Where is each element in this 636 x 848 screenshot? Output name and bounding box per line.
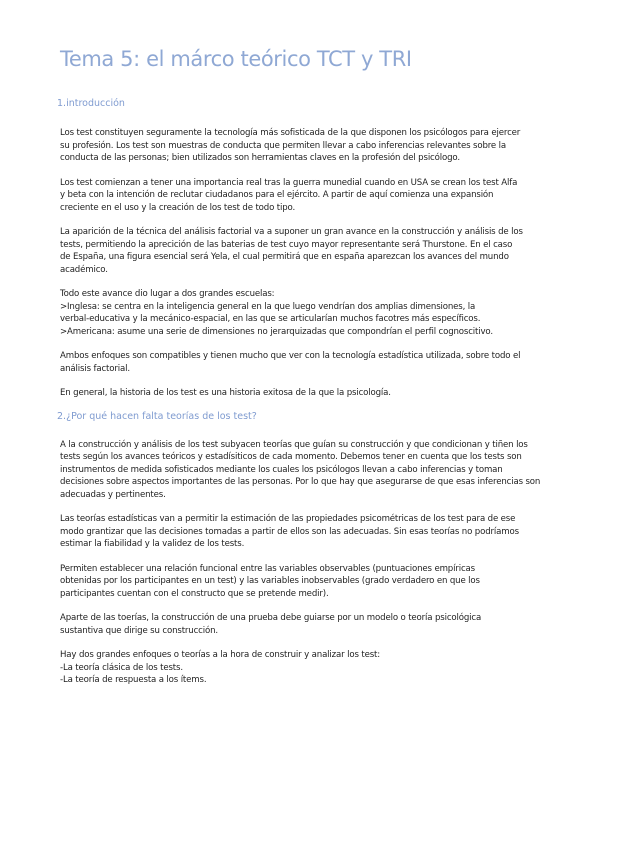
text-line: y beta con la intención de reclutar ciudadanos para el ejército. A partir de aquí comienza una expansión: [60, 190, 494, 200]
text-line: decisiones sobre aspectos importantes de las personas. Por lo que hay que asegurarse de que esas inferencias son: [60, 477, 541, 487]
document-title: Tema 5: el márco teórico TCT y TRI: [60, 47, 412, 71]
text-line: tests según los avances teóricos y estadísiticos de cada momento. Debemos tener en cuenta que los tests son: [60, 452, 522, 462]
text-line: sustantiva que dirige su construcción.: [60, 625, 218, 636]
text-line: >Inglesa: se centra en la inteligencia general en la que luego vendrían dos amplias dimensiones, la: [60, 301, 476, 312]
text-line: -La teoría de respuesta a los ítems.: [60, 675, 207, 685]
text-line: académico.: [60, 264, 108, 275]
text-line: estimar la fiabilidad y la validez de los tests.: [60, 539, 245, 549]
paragraph: [60, 127, 580, 165]
text-line: análisis factorial.: [60, 363, 130, 374]
text-line: Los test constituyen seguramente la tecnología más sofisticada de la que disponen los psicólogos para ejercer: [60, 128, 521, 138]
paragraph: [60, 226, 580, 276]
text-line: >Americana: asume una serie de dimensiones no jerarquizadas que compondrían el perfil cognoscitivo.: [60, 326, 493, 337]
text-line: La aparición de la técnica del análisis factorial va a suponer un gran avance en la construcción y análisis de los: [60, 227, 523, 237]
section-heading: 1.introducción: [57, 98, 125, 109]
text-line: conducta de las personas; bien utilizados son herramientas claves en la profesión del psicólogo.: [60, 153, 460, 163]
paragraph: [60, 387, 580, 400]
text-line: de España, una figura esencial será Yela, el cual permitirá que en españa aparezcan los avances del mundo: [60, 252, 509, 262]
paragraph: [60, 612, 580, 637]
text-line: adecuadas y pertinentes.: [60, 489, 166, 500]
paragraph: [60, 563, 580, 601]
text-line: tests, permitiendo la aprecición de las baterias de test cuyo mayor representante será Thurstone. En el caso: [60, 239, 513, 250]
text-line: Los test comienzan a tener una importancia real tras la guerra munedial cuando en USA se crean los test Alfa: [60, 177, 518, 188]
text-line: Todo este avance dio lugar a dos grandes escuelas:: [60, 289, 275, 299]
text-line: instrumentos de medida sofisticados mediante los cuales los psicólogos llevan a cabo inferencias y toman: [60, 464, 503, 475]
text-line: En general, la historia de los test es una historia exitosa de la que la psicología.: [60, 388, 391, 398]
paragraph: [60, 649, 580, 687]
text-line: obtenidas por los participantes en un test) y las variables inobservables (grado verdadero en que los: [60, 576, 480, 586]
text-line: -La teoría clásica de los tests.: [60, 662, 183, 673]
paragraph: [60, 177, 580, 215]
paragraph: [60, 439, 580, 502]
paragraph: [60, 288, 580, 338]
text-line: Las teorías estadísticas van a permitir la estimación de las propiedades psicométricas de los test para de ese: [60, 514, 516, 524]
text-line: Permiten establecer una relación funcional entre las variables observables (puntuaciones empíricas: [60, 563, 475, 574]
text-line: verbal-educativa y la mecánico-espacial, en las que se articularían muchos facotres más específicos.: [60, 314, 481, 324]
text-line: Ambos enfoques son compatibles y tienen mucho que ver con la tecnología estadística utilizada, sobre todo el: [60, 351, 521, 361]
text-line: Aparte de las toerías, la construcción de una prueba debe guiarse por un modelo o teoría psicológica: [60, 613, 482, 623]
text-line: Hay dos grandes enfoques o teorías a la hora de construir y analizar los test:: [60, 650, 381, 660]
text-line: modo grantizar que las decisiones tomadas a partir de ellos son las adecuadas. Sin esas teorías no podríamos: [60, 526, 519, 537]
paragraph: [60, 350, 580, 375]
section-heading: 2.¿Por qué hacen falta teorías de los test?: [57, 410, 257, 422]
text-line: su profesión. Los test son muestras de conducta que permiten llevar a cabo inferencias relevantes sobre la: [60, 140, 507, 151]
text-line: A la construcción y análisis de los test subyacen teorías que guían su construcción y que condicionan y tiñen los: [60, 439, 528, 450]
text-line: participantes cuentan con el constructo que se pretende medir).: [60, 588, 329, 599]
text-line: creciente en el uso y la creación de los test de todo tipo.: [60, 202, 296, 213]
paragraph: [60, 513, 580, 551]
document-body: [57, 97, 580, 687]
